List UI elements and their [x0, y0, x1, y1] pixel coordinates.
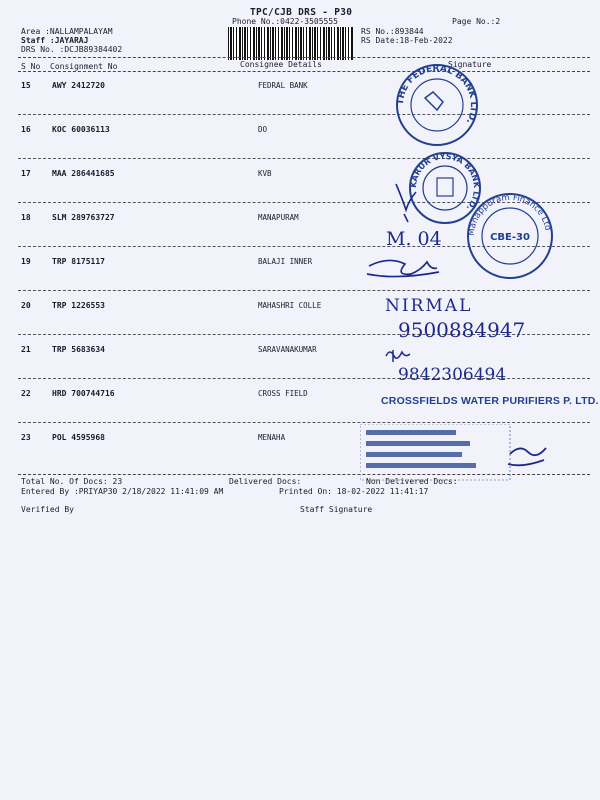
column-divider [18, 71, 590, 72]
table-row [0, 119, 600, 163]
row-consignee: MANAPURAM [258, 213, 299, 222]
col-consignee-details: Consignee Details [240, 60, 322, 69]
staff-signature: Staff Signature [300, 505, 373, 514]
handwritten-initials: M. 04 [386, 228, 442, 250]
row-sno: 22 [21, 389, 31, 398]
svg-text:KARUR VYSYA BANK LTD.: KARUR VYSYA BANK LTD. [408, 151, 482, 213]
printed-on: Printed On: 18-02-2022 11:41:17 [279, 487, 429, 496]
header-divider [18, 57, 590, 58]
signature-kvb [388, 176, 428, 226]
row-consignee: BALAJI INNER [258, 257, 313, 266]
signature-saravanakumar [383, 344, 413, 366]
row-sno: 18 [21, 213, 31, 222]
row-consignment: POL 4595968 [52, 433, 105, 442]
document-title: TPC/CJB DRS - P30 [250, 7, 353, 18]
row-consignment: KOC 60036113 [52, 125, 110, 134]
row-consignee: FEDRAL BANK [258, 81, 308, 90]
handwritten-phone: 9500884947 [398, 318, 526, 342]
row-consignment: TRP 5683634 [52, 345, 105, 354]
row-consignee: SARAVANAKUMAR [258, 345, 317, 354]
col-sno: S No [21, 62, 41, 71]
row-sno: 16 [21, 125, 31, 134]
page-number: Page No.:2 [452, 17, 501, 26]
row-consignment: TRP 1226553 [52, 301, 105, 310]
row-consignment: AWY 2412720 [52, 81, 105, 90]
phone-number: Phone No.:0422-3505555 [232, 17, 338, 26]
row-consignee: KVB [258, 169, 272, 178]
svg-text:THE FEDERAL BANK LTD.: THE FEDERAL BANK LTD. [395, 63, 479, 126]
row-consignee: MAHASHRI COLLE [258, 301, 322, 310]
svg-text:Manappuram Finance Ltd: Manappuram Finance Ltd [466, 192, 553, 237]
row-consignment: MAA 286441685 [52, 169, 115, 178]
entered-by: Entered By :PRIYAP30 2/18/2022 11:41:09 AM [21, 487, 224, 496]
rs-date: RS Date:18-Feb-2022 [361, 36, 453, 45]
row-sno: 17 [21, 169, 31, 178]
signature-balaji [365, 252, 445, 282]
total-docs: Total No. Of Docs: 23 [21, 477, 123, 486]
crossfields-stamp: CROSSFIELDS WATER PURIFIERS P. LTD. [381, 395, 599, 407]
rs-number: RS No.:893844 [361, 27, 424, 36]
svg-text:CBE-30: CBE-30 [490, 232, 530, 243]
table-row [0, 75, 600, 119]
footer-divider [18, 474, 590, 475]
staff-label: Staff :JAYARAJ [21, 36, 89, 45]
row-sno: 23 [21, 433, 31, 442]
row-sno: 20 [21, 301, 31, 310]
handwritten-phone: 9842306494 [398, 365, 507, 385]
row-consignee: MENAHA [258, 433, 286, 442]
row-consignee: CROSS FIELD [258, 389, 308, 398]
barcode [228, 27, 353, 60]
handwritten-name: NIRMAL [385, 296, 473, 316]
drs-number: DRS No. :DCJB89384402 [21, 45, 123, 54]
row-consignment: SLM 289763727 [52, 213, 115, 222]
delivered-docs: Delivered Docs: [229, 477, 302, 486]
table-row [0, 339, 600, 383]
federal-bank-stamp [392, 60, 482, 150]
non-delivered-docs: Non Delivered Docs: [366, 477, 458, 486]
row-sno: 21 [21, 345, 31, 354]
col-signature: Signature [448, 60, 492, 69]
col-consignment: Consignment No [50, 62, 118, 71]
area-label: Area :NALLAMPALAYAM [21, 27, 113, 36]
manappuram-stamp [462, 188, 558, 284]
row-consignment: TRP 8175117 [52, 257, 105, 266]
row-consignment: HRD 700744716 [52, 389, 115, 398]
row-sno: 15 [21, 81, 31, 90]
row-consignee: DO [258, 125, 268, 134]
row-sno: 19 [21, 257, 31, 266]
verified-by: Verified By [21, 505, 74, 514]
